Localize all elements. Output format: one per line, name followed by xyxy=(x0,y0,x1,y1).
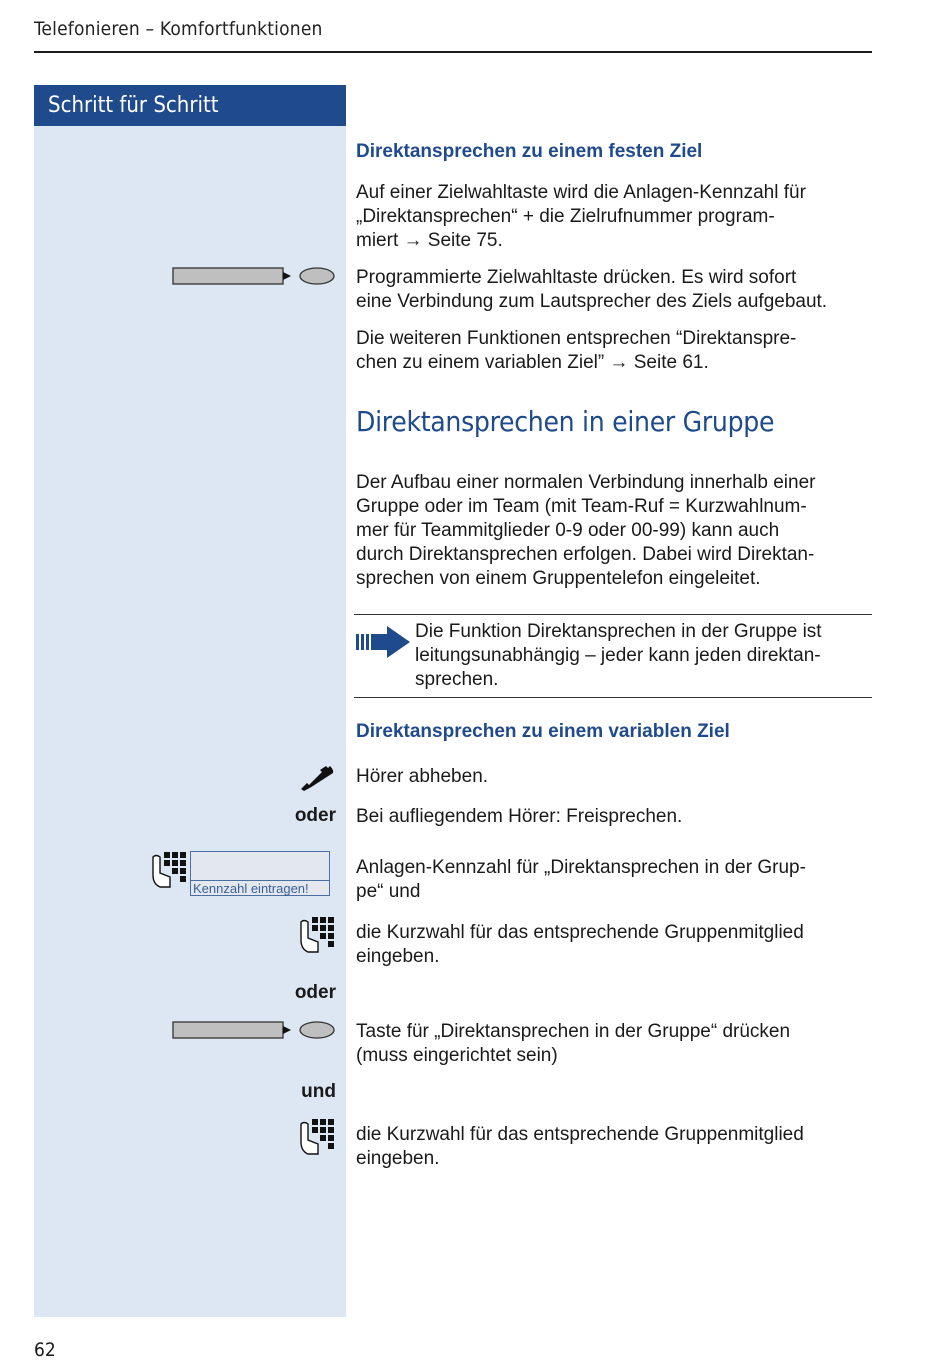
note-arrow-icon xyxy=(355,625,411,659)
step-label-oder-1: oder xyxy=(294,805,336,826)
function-key-icon xyxy=(172,266,338,288)
heading-fixed-target: Direktansprechen zu einem festen Ziel xyxy=(356,141,703,162)
fixed-intro: Auf einer Zielwahltaste wird die Anlagen-Kennzahl für „Direktansprechen“ + die Zielrufnummer program- miert → Seite 75. xyxy=(356,182,806,251)
group-section-title: Direktansprechen in einer Gruppe xyxy=(356,405,775,438)
step-label-und: und xyxy=(301,1081,336,1102)
handsfree-text: Bei aufliegendem Hörer: Freisprechen. xyxy=(356,806,683,827)
group-intro: Der Aufbau einer normalen Verbindung innerhalb einer Gruppe oder im Team (mit Team-Ruf = Kurzwahlnum- mer für Teammitglieder 0-9 oder 00-99) kann auch durch Direktansprechen erfolgen. Dabei wird Direktan- sprechen von einem Gruppentelefon eingeleitet. xyxy=(356,472,816,589)
page-number: 62 xyxy=(34,1339,56,1361)
code-entry-text: Anlagen-Kennzahl für „Direktansprechen in der Grup- pe“ und xyxy=(356,857,806,902)
note-text: Die Funktion Direktansprechen in der Gruppe ist leitungsunabhängig – jeder kann jeden direktan- sprechen. xyxy=(415,621,822,690)
handset-lift-icon xyxy=(298,764,336,792)
heading-variable-target: Direktansprechen zu einem variablen Ziel xyxy=(356,721,730,742)
keypad-icon xyxy=(298,1118,334,1156)
fixed-further-text: Die weiteren Funktionen entsprechen “Direktanspre- chen zu einem variablen Ziel” → Seite 61. xyxy=(356,328,797,373)
display-prompt: Kennzahl eintragen! xyxy=(193,881,309,896)
page-header-title: Telefonieren – Komfortfunktionen xyxy=(34,18,323,40)
speed-dial-text-1: die Kurzwahl für das entsprechende Gruppenmitglied eingeben. xyxy=(356,922,804,967)
keypad-icon xyxy=(298,916,334,954)
sidebar-title: Schritt für Schritt xyxy=(34,85,346,126)
display-input-field xyxy=(190,851,330,896)
keypad-icon xyxy=(150,851,186,889)
group-key-text: Taste für „Direktansprechen in der Gruppe“ drücken (muss eingerichtet sein) xyxy=(356,1021,791,1066)
header-rule xyxy=(34,51,872,53)
fixed-press-text: Programmierte Zielwahltaste drücken. Es wird sofort eine Verbindung zum Lautsprecher des Ziels aufgebaut. xyxy=(356,267,828,312)
step-label-oder-2: oder xyxy=(294,982,336,1003)
function-key-icon xyxy=(172,1020,338,1042)
speed-dial-text-2: die Kurzwahl für das entsprechende Gruppenmitglied eingeben. xyxy=(356,1124,804,1169)
note-top-rule xyxy=(354,614,872,615)
lift-handset-text: Hörer abheben. xyxy=(356,766,489,787)
note-bottom-rule xyxy=(354,697,872,698)
